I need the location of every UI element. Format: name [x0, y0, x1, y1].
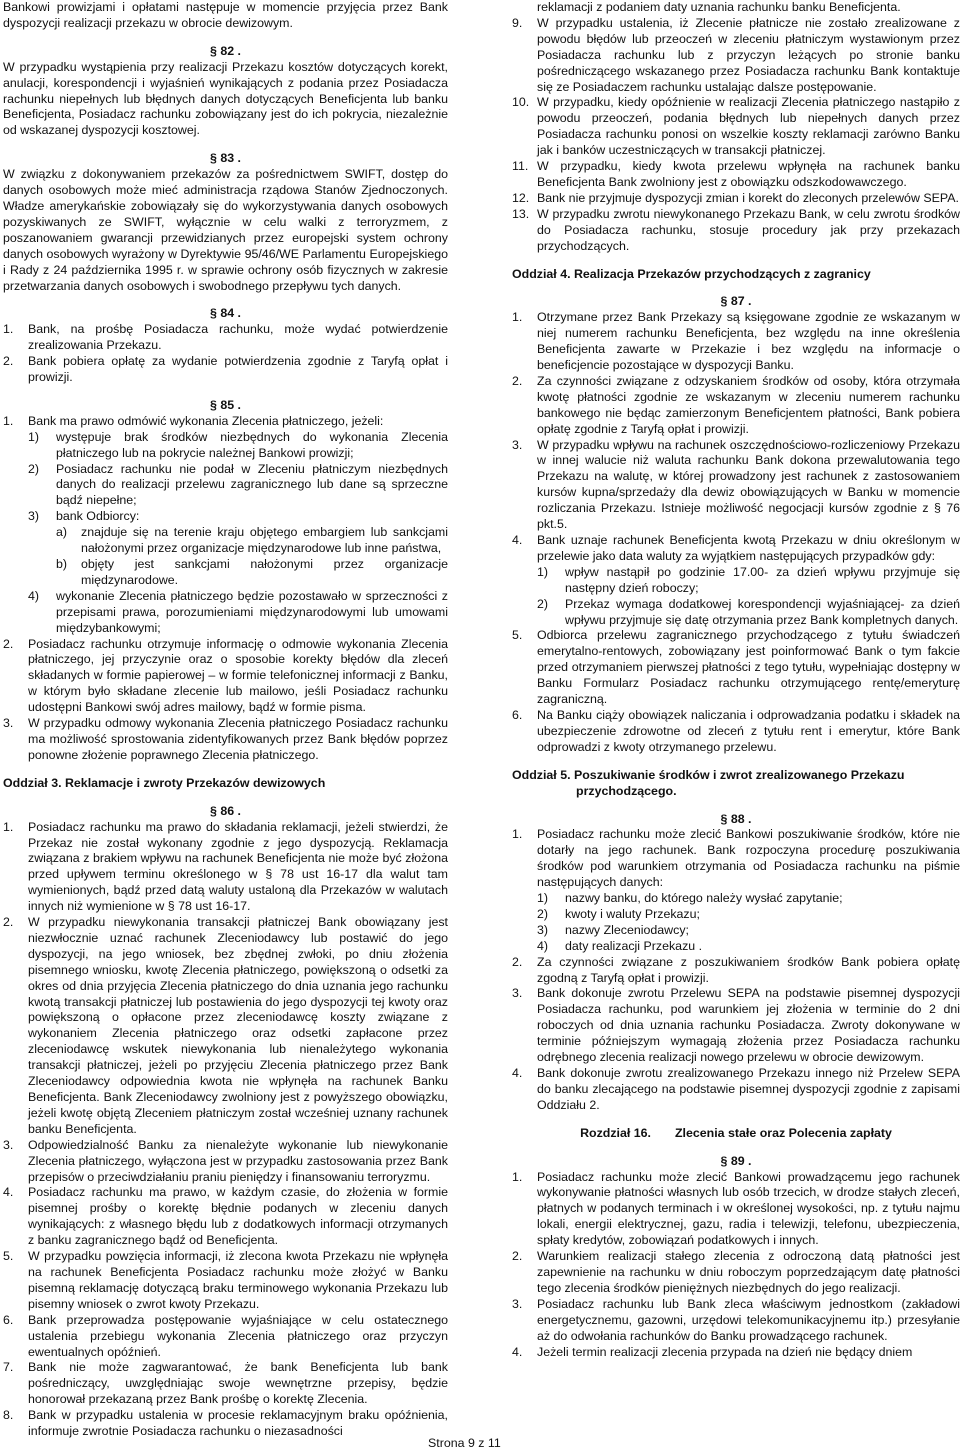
- list-item: [512, 923, 960, 939]
- section-86-list: [3, 820, 448, 1440]
- list-item: [512, 708, 960, 756]
- item-number: 2): [537, 596, 549, 611]
- list-item: [3, 1138, 448, 1186]
- item-number: 2.: [512, 1249, 523, 1264]
- item-text: Posiadacz rachunku otrzymuje informację o odmowie wykonania Zlecenia płatniczego, jej przyczynie oraz o sposobie korekty błędów dla zleceń składanych w formie papierowej – w formie telefonicznej informacji z Banku, w którym było składane zlecenie lub mailowo, jeśli Posiadacz rachunku udostępni Bankowi swój adres mailowy, bądź w formie pisma.: [28, 636, 448, 715]
- list-item: [512, 597, 960, 629]
- item-number: 3.: [3, 716, 14, 731]
- item-text: Bank ma prawo odmówić wykonania Zlecenia płatniczego, jeżeli:: [28, 413, 384, 428]
- item-text: W przypadku ustalenia, iż Zlecenie płatnicze nie zostało zrealizowane z powodu błędów lub przeoczeń w zleceniu płatniczym wystawionym przez Posiadacza rachunku lub z przyczyn leżących po stronie banku pośredniczącego wskazanego przez Posiadacza rachunku Bank kontaktuje się ze Posiadaczem rachunku ustalając dalsze postępowanie.: [537, 15, 960, 94]
- list-item: [512, 565, 960, 597]
- list-item: [512, 16, 960, 96]
- item-number: a): [56, 525, 68, 540]
- list-item: [512, 1066, 960, 1114]
- intro-paragraph: Bankowi prowizjami i opłatami następuje w momencie przyjęcia przez Bank dyspozycji realizacji przekazu w obrocie dewizowym.: [3, 0, 448, 30]
- item-text: Posiadacz rachunku nie podał w Zleceniu płatniczym niezbędnych danych do realizacji przelewu zagranicznego lub dane są sprzeczne bądź niepełne;: [56, 461, 448, 508]
- section-85-title: § 85 .: [209, 397, 241, 412]
- item-number: 4.: [512, 533, 523, 547]
- item-text: Jeżeli termin realizacji zlecenia przypada na dzień nie będący dniem: [537, 1344, 913, 1359]
- item-number: 6.: [512, 707, 523, 722]
- list-item: [3, 430, 448, 462]
- item-number: 3): [28, 509, 40, 524]
- list-item: [512, 628, 960, 708]
- item-number: 4.: [3, 1185, 14, 1200]
- item-number: 7.: [3, 1360, 14, 1375]
- list-item: [512, 533, 960, 565]
- item-number: 10.: [512, 95, 530, 110]
- section-89-title: § 89 .: [720, 1153, 752, 1168]
- item-text: W przypadku wpływu na rachunek oszczędnościowo-rozliczeniowy Przekazu w innej walucie niż waluta rachunku Bank dokona przewalutowania tego Przekazu na walutę, w której prowadzony jest rachunek z zastosowaniem kursów kupna/sprzedaży dla dewiz obowiązujących w Banku w momencie rozliczania Przekazu. Istnieje możliwość negocjacji kursów zgodnie z § 76 pkt.5.: [537, 437, 960, 532]
- list-item: [512, 1170, 960, 1250]
- item-number: 3.: [3, 1137, 14, 1152]
- section-83-title: § 83 .: [209, 151, 241, 166]
- item-number: 5.: [512, 628, 523, 643]
- list-item: [3, 354, 448, 386]
- list-item: [512, 374, 960, 438]
- list-item: [512, 907, 960, 923]
- oddzial-5-heading-line2: przychodzącego.: [576, 783, 677, 798]
- list-item: [512, 95, 960, 159]
- section-87-title: § 87 .: [720, 294, 752, 309]
- item-number: 2.: [512, 954, 523, 969]
- list-item: [512, 1345, 960, 1361]
- list-item: [512, 310, 960, 374]
- list-item: [3, 915, 448, 1138]
- oddzial-4-heading: Oddział 4. Realizacja Przekazów przychodzących z zagranicy: [512, 266, 871, 281]
- item-text: Warunkiem realizacji stałego zlecenia z odroczoną datą płatności jest zapewnienie na rachunku w dniu roboczym poprzedzającym datę płatności tego zlecenia środków pieniężnych niezbędnych do jego realizacji.: [537, 1249, 960, 1295]
- item-text: Bank uznaje rachunek Beneficjenta kwotą Przekazu w dniu określonym w przelewie jako data waluty za wyjątkiem następujących przypadków gdy:: [537, 533, 960, 563]
- section-84-title: § 84 .: [209, 306, 241, 321]
- item-text: Bank przeprowadza postępowanie wyjaśniające w celu ostatecznego ustalenia przebiegu wykonania Zlecenia płatniczego oraz przyczyn ewentualnych opóźnień.: [28, 1312, 448, 1359]
- item-text: Za czynności związane z poszukiwaniem środków Bank pobiera opłatę zgodną z Taryfą opłat i prowizji.: [537, 954, 960, 985]
- list-item: [3, 322, 448, 354]
- item-number: 2.: [512, 373, 523, 388]
- item-text: Posiadacz rachunku ma prawo, w każdym czasie, do złożenia w formie pisemnej prośby o korektę błędnie podanych w zleceniu danych wynikających: z własnego błędu lub z dodatkowych informacji otrzymanych z banku zagranicznego bądź od Beneficjenta.: [28, 1185, 448, 1248]
- item-number: 6.: [3, 1312, 14, 1327]
- section-88-rest: [512, 955, 960, 1114]
- item-text: nazwy Zleceniodawcy;: [565, 922, 689, 937]
- list-item: [512, 438, 960, 533]
- item-number: 2.: [3, 354, 14, 369]
- item-text: wpływ nastąpił po godzinie 17.00- za dzień wpływu przyjmuje się następny dzień roboczy;: [565, 564, 960, 595]
- item-number: 1): [28, 429, 40, 444]
- item-text: objęty jest sankcjami nałożonymi przez organizacje międzynarodowe.: [81, 557, 448, 587]
- list-item: [3, 1185, 448, 1249]
- list-item: [3, 589, 448, 637]
- item-number: 1.: [512, 827, 523, 842]
- list-item: [3, 1408, 448, 1440]
- item-number: 13.: [512, 206, 530, 221]
- item-text: W przypadku zwrotu niewykonanego Przekazu Bank, w celu zwrotu środków do Posiadacza rachunku, stosuje procedury jak przy przekazach przychodzących.: [537, 206, 960, 253]
- item-text: W przypadku powzięcia informacji, iż zlecona kwota Przekazu nie wpłynęła na rachunek Beneficjenta Posiadacz rachunku może złożyć w Banku pisemną reklamację dotyczącą braku terminowego wykonania Przekazu lub pisemny wniosek o zwrot kwoty Przekazu.: [28, 1249, 448, 1311]
- item-number: 2): [28, 461, 40, 476]
- oddzial-3-heading: Oddział 3. Reklamacje i zwroty Przekazów dewizowych: [3, 775, 326, 790]
- item-number: 3.: [512, 1296, 523, 1311]
- item-text: Przekaz wymaga dodatkowej korespondencji wyjaśniającej- za dzień wpływu przyjmuje się datę otrzymania przez Bank kompletnych danych.: [565, 596, 960, 627]
- item-number: b): [56, 557, 68, 571]
- item-number: 1): [537, 564, 549, 579]
- item-number: 3.: [512, 437, 523, 452]
- item-number: 1.: [3, 819, 14, 834]
- list-item: [3, 462, 448, 510]
- item-text: Bank pobiera opłatę za wydanie potwierdzenia zgodnie z Taryfą opłat i prowizji.: [28, 354, 448, 385]
- item-text: Posiadacz rachunku może zlecić Bankowi poszukiwanie środków, które nie dotarły na jego rachunek. Bank rozpoczyna procedurę poszukiwania środków pod warunkiem otrzymania od Posiadacza rachunku na piśmie następujących danych:: [537, 827, 960, 890]
- item-text: Bank w przypadku ustalenia w procesie reklamacyjnym braku opóźnienia, informuje zwrotnie Posiadacza rachunku o niezasadności: [28, 1408, 448, 1439]
- page-number: Strona 9 z 11: [428, 1436, 501, 1450]
- left-column: [3, 0, 448, 1440]
- list-item: [3, 1313, 448, 1361]
- section-88-sublist: [512, 891, 960, 955]
- item-number: 8.: [3, 1408, 14, 1423]
- list-item: [512, 159, 960, 191]
- list-item: [512, 891, 960, 907]
- list-item: [3, 1360, 448, 1408]
- item-number: 1.: [512, 1169, 523, 1184]
- item-text: nazwy banku, do którego należy wysłać zapytanie;: [565, 891, 843, 906]
- item-text: W przypadku odmowy wykonania Zlecenia płatniczego Posiadacz rachunku ma możliwość sprostowania zidentyfikowanych przez Bank błędów poprzez ponowne złożenie poprawnego Zlecenia płatniczego.: [28, 716, 448, 762]
- item-text: Posiadacz rachunku może zlecić Bankowi prowadzącemu jego rachunek wykonywanie płatności własnych lub osób trzecich, w drodze stałych zleceń, płatnych w podanych terminach i w określonej wysokości, np. z tytułu najmu lokali, energii elektrycznej, gazu, radia i telewizji, telefonu, ubezpieczenia, spłaty kredytów, zobowiązań podatkowych i innych.: [537, 1169, 960, 1248]
- items-9-13-list: [512, 16, 960, 255]
- item-text: W przypadku, kiedy opóźnienie w realizacji Zlecenia płatniczego nastąpiło z powodu przeoczeń, podania błędnych lub niepełnych danych przez Posiadacza rachunku ponosi on wszelkie koszty reklamacji zarówno Banku jak i banków uczestniczących w transakcji płatniczej.: [537, 95, 960, 158]
- item-number: 11.: [512, 159, 529, 174]
- section-86-title: § 86 .: [209, 803, 241, 818]
- item-number: 2): [537, 906, 549, 921]
- item-text: W przypadku, kiedy kwota przelewu wpłynęła na rachunek banku Beneficjenta Bank zwolniony jest z obowiązku odszkodowawczego.: [537, 159, 960, 189]
- item-text: Odpowiedzialność Banku za nienależyte wykonanie lub niewykonanie Zlecenia płatniczego, wyłączona jest w przypadku zastosowania przez Bank przepisów o przeciwdziałaniu praniu pieniędzy i finansowaniu terroryzmu.: [28, 1137, 448, 1184]
- list-item: [512, 986, 960, 1066]
- item-text: Za czynności związane z odzyskaniem środków od osoby, która otrzymała kwotę płatności zgodnie ze wskazanym w zleceniu numerem rachunku bankowego nie będąc zamierzonym Beneficjentem płatności, Bank pobiera opłatę zgodnie z Taryfą opłat i prowizji.: [537, 373, 960, 436]
- item-text: występuje brak środków niezbędnych do wykonania Zlecenia płatniczego lub na pokrycie należnej Bankowi prowizji;: [56, 429, 448, 460]
- item-text: znajduje się na terenie kraju objętego embargiem lub sankcjami nałożonymi przez organizacje międzynarodowe lub inne państwa,: [81, 525, 448, 556]
- item-text: Bank dokonuje zwrotu Przelewu SEPA na podstawie pisemnej dyspozycji Posiadacza rachunku, pod warunkiem jej złożenia w terminie do 2 dni roboczych od dnia uznania rachunku Posiadacza. Zwroty dokonywane w terminie późniejszym wymagają złożenia przez Posiadacza rachunku odrębnego zlecenia realizacji nowego przelewu w obrocie dewizowym.: [537, 986, 960, 1065]
- list-item: [3, 637, 448, 717]
- continuation-text: reklamacji z podaniem daty uznania rachunku banku Beneficjenta.: [537, 0, 901, 14]
- list-item: [512, 1249, 960, 1297]
- item-number: 4): [28, 588, 40, 603]
- section-89-list: [512, 1170, 960, 1361]
- item-number: 4.: [512, 1344, 523, 1359]
- item-text: Bank, na prośbę Posiadacza rachunku, może wydać potwierdzenie zrealizowania Przekazu.: [28, 322, 448, 353]
- item-number: 1): [537, 891, 549, 906]
- section-84-list: [3, 322, 448, 386]
- item-number: 9.: [512, 15, 523, 30]
- item-number: 5.: [3, 1249, 14, 1264]
- item-text: bank Odbiorcy:: [56, 509, 140, 524]
- section-82-title: § 82 .: [209, 43, 241, 58]
- item-number: 2.: [3, 636, 14, 651]
- item-number: 4): [537, 938, 549, 953]
- section-82-text: W przypadku wystąpienia przy realizacji Przekazu kosztów dotyczących korekt, anulacji, korespondencji i wyjaśnień wynikających z podania przez Posiadacza rachunku niepełnych lub błędnych danych dotyczących Beneficjenta lub banku Beneficjenta, Posiadacz rachunku zobowiązany jest do ich pokrycia, niezależnie od wskazanej dyspozycji kosztowej.: [3, 59, 448, 138]
- item-number: 3.: [512, 986, 523, 1001]
- section-83-text: W związku z dokonywaniem przekazów za pośrednictwem SWIFT, dostęp do danych osobowych może mieć administracja rządowa Stanów Zjednoczonych. Władze amerykańskie zobowiązały się do wykorzystywania danych osobowych pozyskiwanych ze SWIFT, wyłącznie w celu walki z terroryzmem, z poszanowaniem gwarancji przewidzianych przez europejski system ochrony danych osobowych wyrażony w Dyrektywie 95/46/WE Parlamentu Europejskiego i Rady z 24 października 1995 r. w sprawie ochrony osób fizycznych w zakresie przetwarzania danych osobowych i swobodnego przepływu tych danych.: [3, 167, 448, 293]
- item-text: Bank nie może zagwarantować, że bank Beneficjenta lub bank pośredniczący, uwzględniając swoje wewnętrzne przepisy, będzie honorował przekazaną przez Bank prośbę o korektę Zlecenia.: [28, 1360, 448, 1407]
- list-item: [3, 414, 448, 430]
- list-item: [512, 191, 960, 207]
- item-text: wykonanie Zlecenia płatniczego będzie pozostawało w sprzeczności z przepisami prawa, porozumieniami międzynarodowymi lub umowami międzybankowymi;: [56, 588, 448, 635]
- item-number: 2.: [3, 915, 14, 930]
- item-number: 1.: [3, 322, 14, 337]
- item-text: Bank nie przyjmuje dyspozycji zmian i korekt do zleconych przelewów SEPA.: [537, 190, 959, 205]
- list-item: [3, 716, 448, 764]
- item-text: Posiadacz rachunku ma prawo do składania reklamacji, jeżeli stwierdzi, że Przekaz nie został wykonany zgodnie z jego dyspozycją. Reklamacja związana z brakiem wpływu na rachunek Beneficjenta nie może być złożona przed upływem terminu określonego w § 78 ust 16-17 dla walut tam wymienionych, bądź przed datą waluty ustaloną dla Przekazów w walutach innych niż wymienione w § 78 ust 16-17.: [28, 819, 448, 914]
- item-number: 1.: [3, 413, 14, 428]
- list-item: [3, 525, 448, 557]
- rozdzial-16-heading: [512, 1126, 960, 1142]
- right-column: [512, 0, 960, 1360]
- list-item: [3, 1249, 448, 1313]
- list-item: [512, 207, 960, 255]
- item-text: Otrzymane przez Bank Przekazy są księgowane zgodnie ze wskazanym w niej numerem rachunku Beneficjenta, bez względu na inne określenia Beneficjenta zawarte w Przekazie i bez względu na informacje o beneficjencie pozostające w dyspozycji Banku.: [537, 310, 960, 373]
- item-text: daty realizacji Przekazu .: [565, 938, 703, 953]
- list-item: [512, 827, 960, 891]
- list-item: [512, 939, 960, 955]
- rozdzial-number: Rozdział 16.: [580, 1125, 651, 1140]
- item-text: Odbiorca przelewu zagranicznego przychodzącego z tytułu świadczeń emerytalno-rentowych, zobowiązany jest poinformować Bank o tym fakcie przed otrzymaniem pierwszej płatności z tego tytułu, wypełniając dostępny w Banku Formularz Posiadacz rachunku otrzymującego rentę/emeryturę zagraniczną.: [537, 628, 960, 707]
- item-number: 12.: [512, 190, 530, 205]
- section-88-title: § 88 .: [720, 811, 752, 826]
- item-text: kwoty i waluty Przekazu;: [565, 906, 700, 921]
- list-item: [3, 509, 448, 525]
- list-item: [3, 557, 448, 589]
- item-number: 3): [537, 922, 549, 937]
- item-number: 1.: [512, 310, 523, 325]
- item-text: Na Banku ciąży obowiązek naliczania i odprowadzania podatku i składek na ubezpieczenie zdrowotne od zleceń z tytułu rent i emerytur, które Bank odprowadzi z kwoty otrzymanego przelewu.: [537, 707, 960, 754]
- rozdzial-title: Zlecenia stałe oraz Polecenia zapłaty: [674, 1125, 892, 1140]
- list-item: [3, 820, 448, 915]
- item-text: W przypadku niewykonania transakcji płatniczej Bank obowiązany jest niezwłocznie uznać rachunek Zleceniodawcy lub postawić do jego dyspozycji, na jego wniosek, bez zbędnej zwłoki, po dniu złożenia pisemnego wniosku, kwotę Zlecenia płatniczego, powiększoną o odsetki za okres od dnia przyjęcia Zlecenia płatniczego do dnia uznania jego rachunku kwotą transakcji płatniczej lub postawienia do jego dyspozycji tej kwoty oraz powiększoną o opłacone przez zleceniodawcę koszty związane z wykonaniem Zlecenia płatniczego oraz odsetki zapłacone przez zleceniodawcę wskutek niewykonania lub nienależytego wykonania transakcji płatniczej, jeżeli po przyjęciu Zlecenia płatniczego przez Bank Zleceniodawcy odpowiednia kwota nie wpłynęła na rachunek Banku Beneficjenta. Bank Zleceniodawcy zwolniony jest z powyższego obowiązku, jeżeli kwotę objętą Zleceniem płatniczym został wcześniej uznany rachunek banku Beneficjenta.: [28, 915, 448, 1136]
- oddzial-5-heading-line1: Oddział 5. Poszukiwanie środków i zwrot zrealizowanego Przekazu: [512, 767, 905, 782]
- item-number: 4.: [512, 1066, 523, 1080]
- item-text: Bank dokonuje zwrotu zrealizowanego Przekazu innego niż Przelew SEPA do banku zlecającego na podstawie pisemnej dyspozycji zgodnie z zapisami Oddziału 2.: [537, 1066, 960, 1112]
- list-item: [512, 955, 960, 987]
- list-item: [512, 1297, 960, 1345]
- item-text: Posiadacz rachunku lub Bank zleca właściwym jednostkom (zakładowi energetycznemu, gazowni, urzędowi telekomunikacyjnemu itp.) przesyłanie aż do odwołania rachunków do Banku prowadzącego rachunek.: [537, 1296, 960, 1343]
